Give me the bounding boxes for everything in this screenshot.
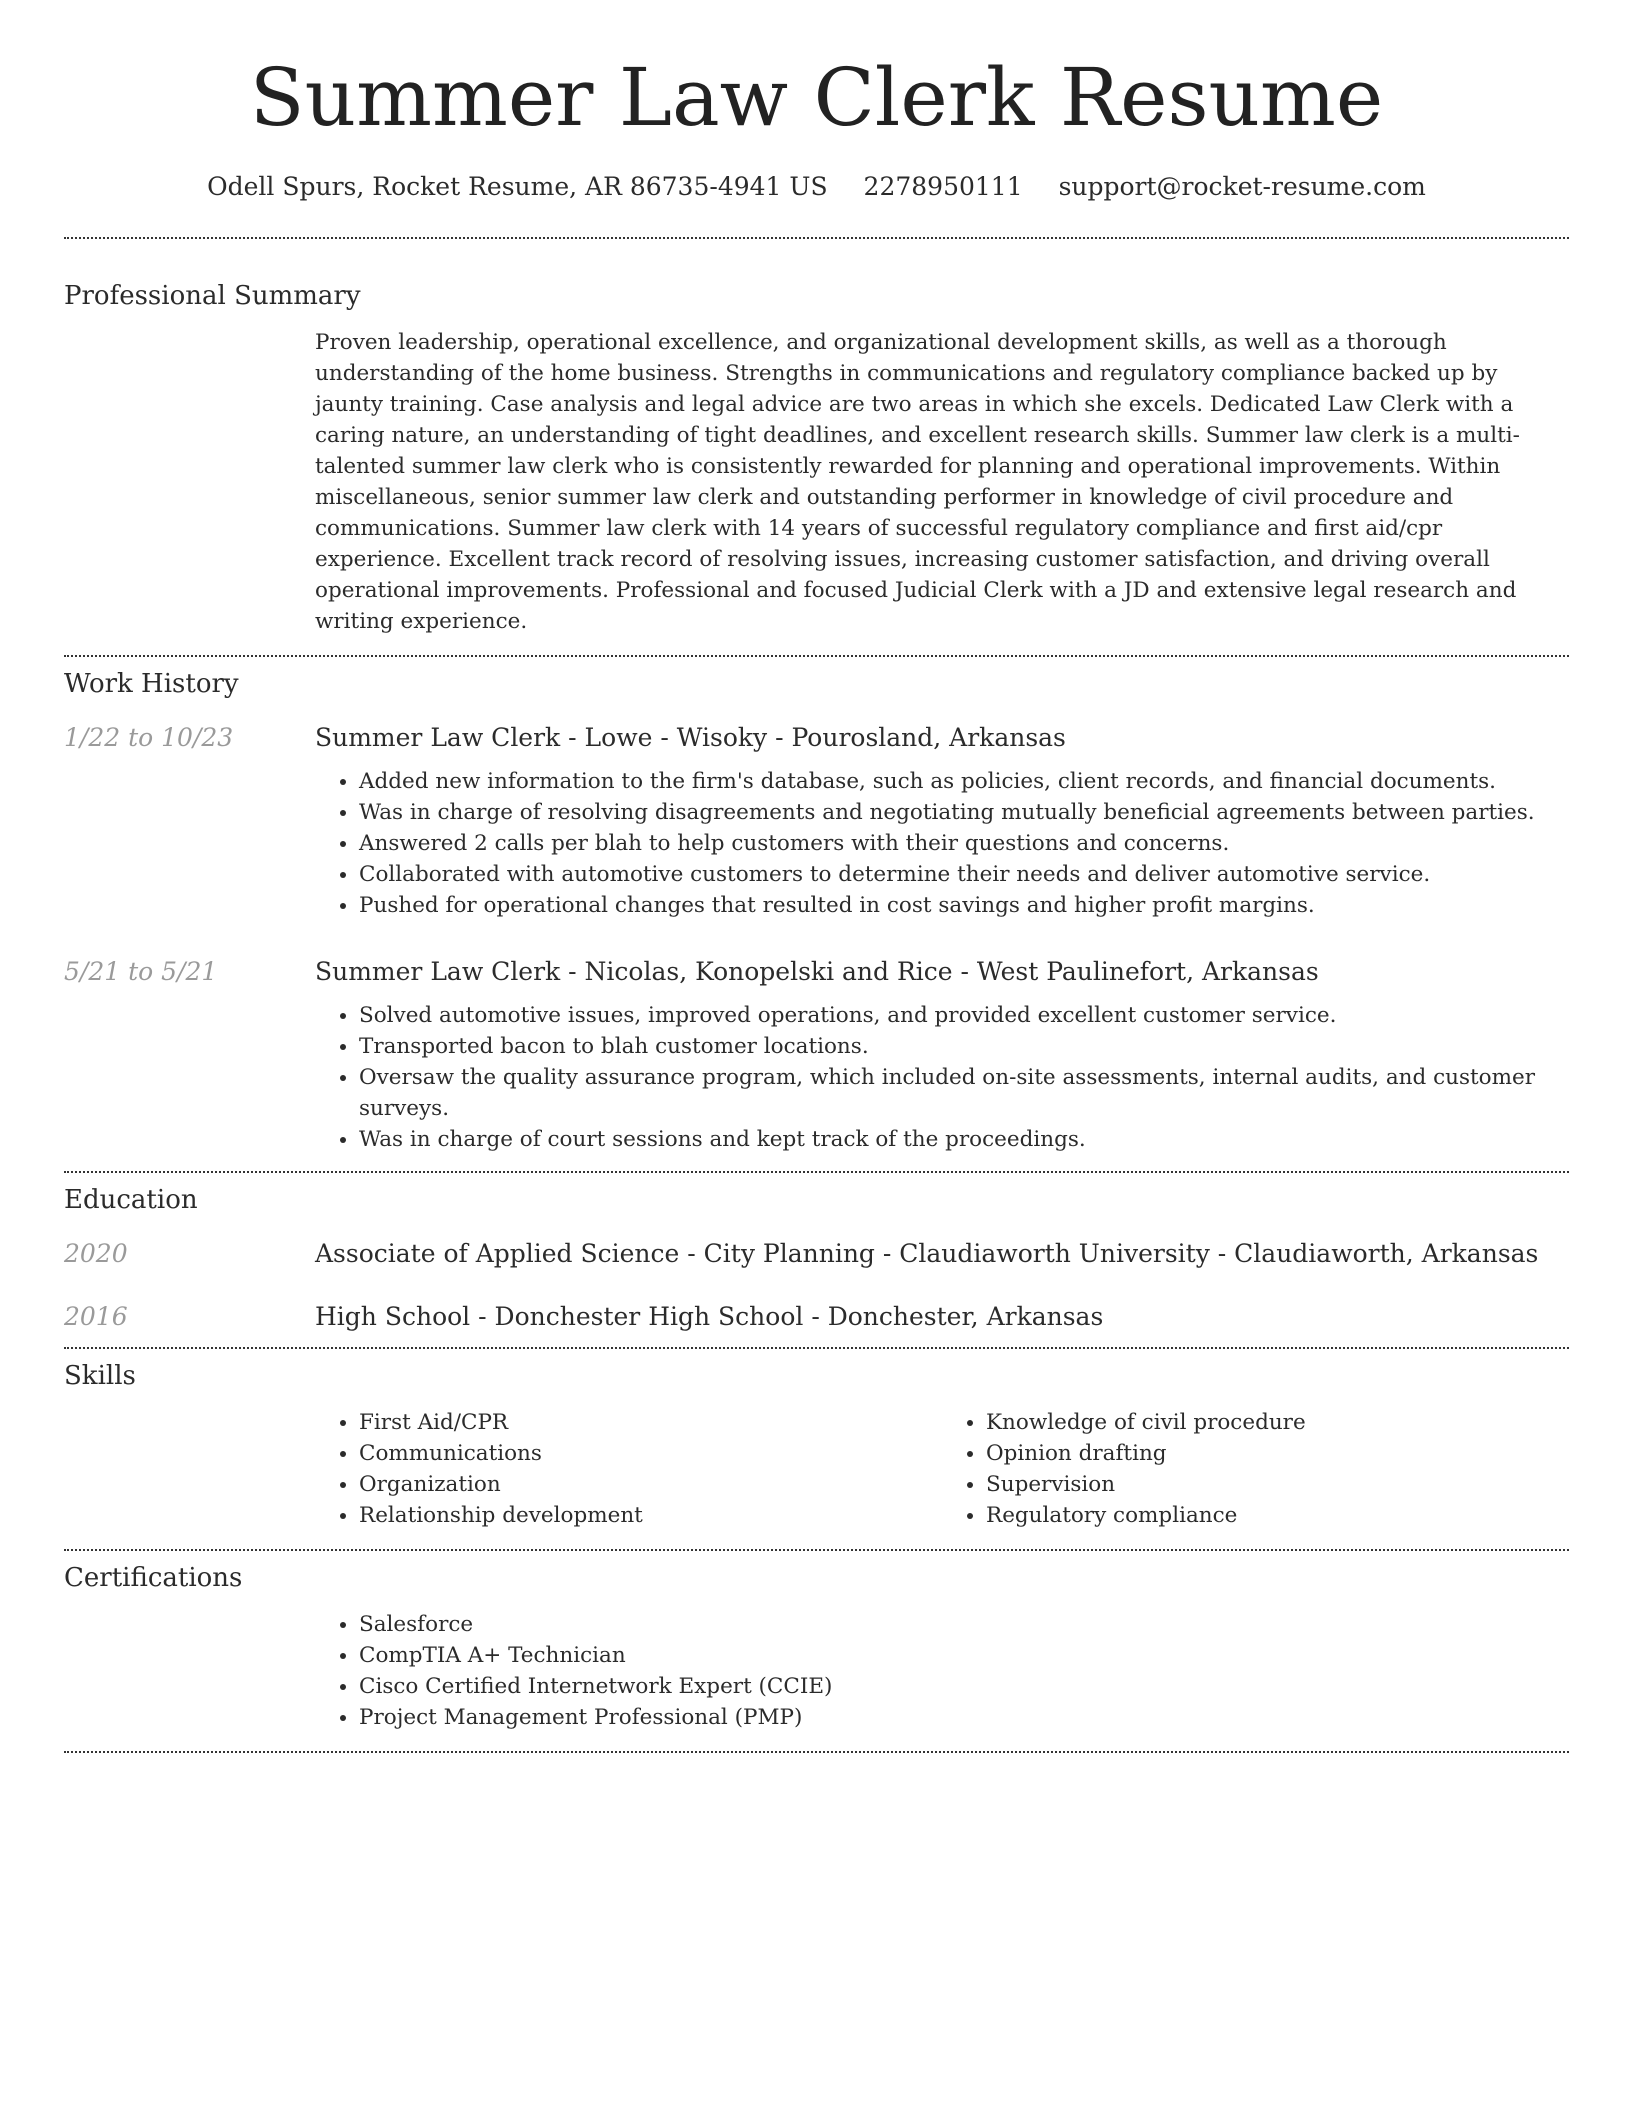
contact-address: Odell Spurs, Rocket Resume, AR 86735-4941 US <box>207 172 828 201</box>
list-item: • Communications <box>359 1438 942 1469</box>
list-item: • Answered 2 calls per blah to help customers with their questions and concerns. <box>359 828 1569 859</box>
list-item: • Was in charge of court sessions and kept track of the proceedings. <box>359 1124 1569 1155</box>
list-item: • Supervision <box>986 1469 1569 1500</box>
job-dates: 5/21 to 5/21 <box>64 957 218 986</box>
list-item: • Was in charge of resolving disagreements and negotiating mutually beneficial agreements between parties. <box>359 797 1569 828</box>
summary-text: Proven leadership, operational excellence, and organizational development skills, as well as a thorough understanding of the home business. Strengths in communications and regulatory compliance backed up by jaunty training. Case analysis and legal advice are two areas in which she excels. Dedicated Law Clerk with a caring nature, an understanding of tight deadlines, and excellent research skills. Summer law clerk is a multi-talented summer law clerk who is consistently rewarded for planning and operational improvements. Within miscellaneous, senior summer law clerk and outstanding performer in knowledge of civil procedure and communications. Summer law clerk with 14 years of successful regulatory compliance and first aid/cpr experience. Excellent track record of resolving issues, increasing customer satisfaction, and driving overall operational improvements. Professional and focused Judicial Clerk with a JD and extensive legal research and writing experience. <box>315 330 1520 634</box>
education-school: - Donchester High School - Donchester, Arkansas <box>470 1302 1104 1331</box>
list-item: • Organization <box>359 1469 942 1500</box>
list-item: • CompTIA A+ Technician <box>359 1640 1569 1671</box>
list-item: • Collaborated with automotive customers to determine their needs and deliver automotive service. <box>359 859 1569 890</box>
job-title: Summer Law Clerk - Lowe - Wisoky - Pourosland, Arkansas <box>315 723 1066 752</box>
education-detail <box>315 1302 1569 1331</box>
education-degree: High School <box>315 1302 471 1331</box>
contact-line <box>64 172 1569 201</box>
resume-title: Summer Law Clerk Resume <box>249 51 1384 144</box>
resume-page <box>64 0 1569 1753</box>
certifications-heading: Certifications <box>64 1563 243 1593</box>
list-item: • Knowledge of civil procedure <box>986 1407 1569 1438</box>
job-entry <box>64 957 1569 1155</box>
job-bullets <box>315 1000 1569 1155</box>
education-entry <box>64 1302 1569 1331</box>
list-item: • Salesforce <box>359 1609 1569 1640</box>
summary-heading: Professional Summary <box>64 281 361 311</box>
job-entry <box>64 723 1569 921</box>
work-history-heading: Work History <box>64 669 239 699</box>
certifications-list <box>315 1609 1569 1733</box>
skills-list-right <box>942 1407 1569 1531</box>
skills-list-left <box>315 1407 942 1531</box>
education-heading: Education <box>64 1185 198 1215</box>
list-item: • Solved automotive issues, improved operations, and provided excellent customer service. <box>359 1000 1569 1031</box>
education-entry <box>64 1239 1569 1268</box>
job-bullets <box>315 766 1569 921</box>
skills-grid <box>315 1407 1569 1531</box>
list-item: • Relationship development <box>359 1500 942 1531</box>
education-detail <box>315 1239 1569 1268</box>
contact-email: support@rocket-resume.com <box>1058 172 1426 201</box>
list-item: • Pushed for operational changes that resulted in cost savings and higher profit margins. <box>359 890 1569 921</box>
list-item: • Regulatory compliance <box>986 1500 1569 1531</box>
education-degree: Associate of Applied Science - City Planning <box>315 1239 875 1268</box>
list-item: • Opinion drafting <box>986 1438 1569 1469</box>
list-item: • Cisco Certified Internetwork Expert (CCIE) <box>359 1671 1569 1702</box>
divider <box>64 1751 1569 1753</box>
job-title: Summer Law Clerk - Nicolas, Konopelski and Rice - West Paulinefort, Arkansas <box>315 957 1319 986</box>
list-item: • Transported bacon to blah customer locations. <box>359 1031 1569 1062</box>
education-year: 2016 <box>64 1302 128 1331</box>
contact-phone: 2278950111 <box>863 172 1023 201</box>
skills-heading: Skills <box>64 1361 136 1391</box>
list-item: • First Aid/CPR <box>359 1407 942 1438</box>
list-item: • Added new information to the firm's database, such as policies, client records, and financial documents. <box>359 766 1569 797</box>
list-item: • Oversaw the quality assurance program, which included on-site assessments, internal audits, and customer surveys. <box>359 1062 1569 1124</box>
education-year: 2020 <box>64 1239 128 1268</box>
job-dates: 1/22 to 10/23 <box>64 723 234 752</box>
list-item: • Project Management Professional (PMP) <box>359 1702 1569 1733</box>
education-school: - Claudiaworth University - Claudiaworth, Arkansas <box>874 1239 1539 1268</box>
